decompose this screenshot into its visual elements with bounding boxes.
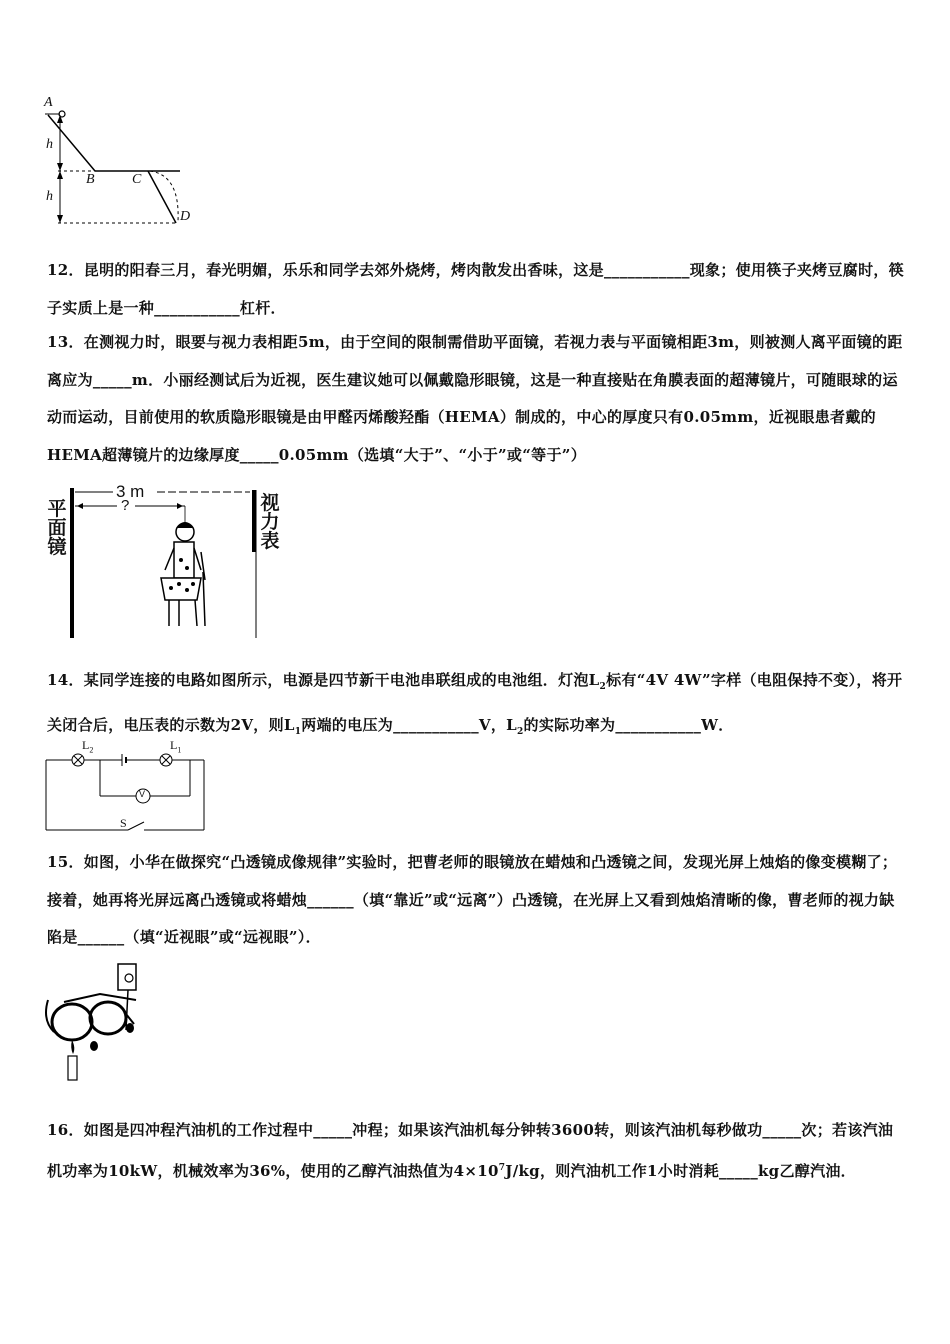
question-13: 13．在测视力时，眼要与视力表相距5m，由于空间的限制需借助平面镜，若视力表与平面镜相距3m，则被测人离平面镜的距离应为_____m．小丽经测试后为近视，医生建议她可以佩戴隐形眼镜，这是一种直接贴在角膜表面的超薄镜片，可随眼球的运动而运动，目前使用的软质隐形眼镜是由甲醛丙烯酸羟酯（HEMA）制成的，中心的厚度只有0.05mm，近视眼患者戴的HEMA超薄镜片的边缘厚度_____0.05mm（选填“大于”、“小于”或“等于”） xyxy=(47,333,903,464)
height-label-top: h xyxy=(46,137,53,152)
eye-chart-label: 视 力 表 xyxy=(260,492,280,552)
question-16: 16．如图是四冲程汽油机的工作过程中_____冲程；如果该汽油机每分钟转3600转，则该汽油机每秒做功_____次；若该汽油机功率为10kW，机械效率为36%，使用的乙醇汽油热值为$4\times 10^7J/kg$，则汽油机工作1小时消耗_____kg乙醇汽油． xyxy=(47,1121,894,1180)
point-d-label: D xyxy=(180,209,191,224)
voltmeter-label: V xyxy=(139,789,146,799)
subscript-2: 2 xyxy=(599,682,607,692)
lamp-l2-label: $L_2$ xyxy=(82,738,94,755)
point-c-label: C xyxy=(132,172,142,187)
switch-label: S xyxy=(120,816,127,830)
lens-experiment-figure xyxy=(42,960,152,1085)
question-14: 14．某同学连接的电路如图所示，电源是四节新干电池串联组成的电池组．灯泡$L_2$标有“4V 4W”字样（电阻保持不变），将开关闭合后，电压表的示数为2V，则$L_1$两端的电压为___________V，$L_2$的实际功率为___________W． xyxy=(47,671,903,737)
question-12: 12．昆明的阳春三月，春光明媚，乐乐和同学去郊外烧烤，烤肉散发出香味，这是___________现象；使用筷子夹烤豆腐时，筷子实质上是一种___________杠杆． xyxy=(47,261,904,317)
exponent: 7 xyxy=(498,1162,506,1173)
unknown-distance-label: ? xyxy=(121,497,130,514)
seated-person xyxy=(161,522,205,626)
subscript-1: 1 xyxy=(294,726,302,737)
subscript-2b: 2 xyxy=(516,726,524,737)
lens-experiment-diagram xyxy=(42,960,152,1085)
question-15: 15．如图，小华在做探究“凸透镜成像规律”实验时，把曹老师的眼镜放在蜡烛和凸透镜之间，发现光屏上烛焰的像变模糊了；接着，她再将光屏远离凸透镜或将蜡烛______（填“靠近”或“远离”）凸透镜，在光屏上又看到烛焰清晰的像，曹老师的视力缺陷是______（填“近视眼”或“远视眼”）． xyxy=(47,853,898,946)
distance-label: 3 m xyxy=(116,482,145,501)
mirror-figure xyxy=(45,480,290,640)
height-label-bottom: h xyxy=(46,189,53,204)
point-a-label: A xyxy=(44,95,53,110)
mirror-label: 平 面 镜 xyxy=(47,498,67,558)
point-b-label: B xyxy=(86,172,95,187)
circuit-figure xyxy=(40,738,210,836)
mirror-diagram xyxy=(45,480,290,640)
lamp-l1-label: $L_1$ xyxy=(170,738,182,755)
ramp-figure xyxy=(40,95,210,230)
